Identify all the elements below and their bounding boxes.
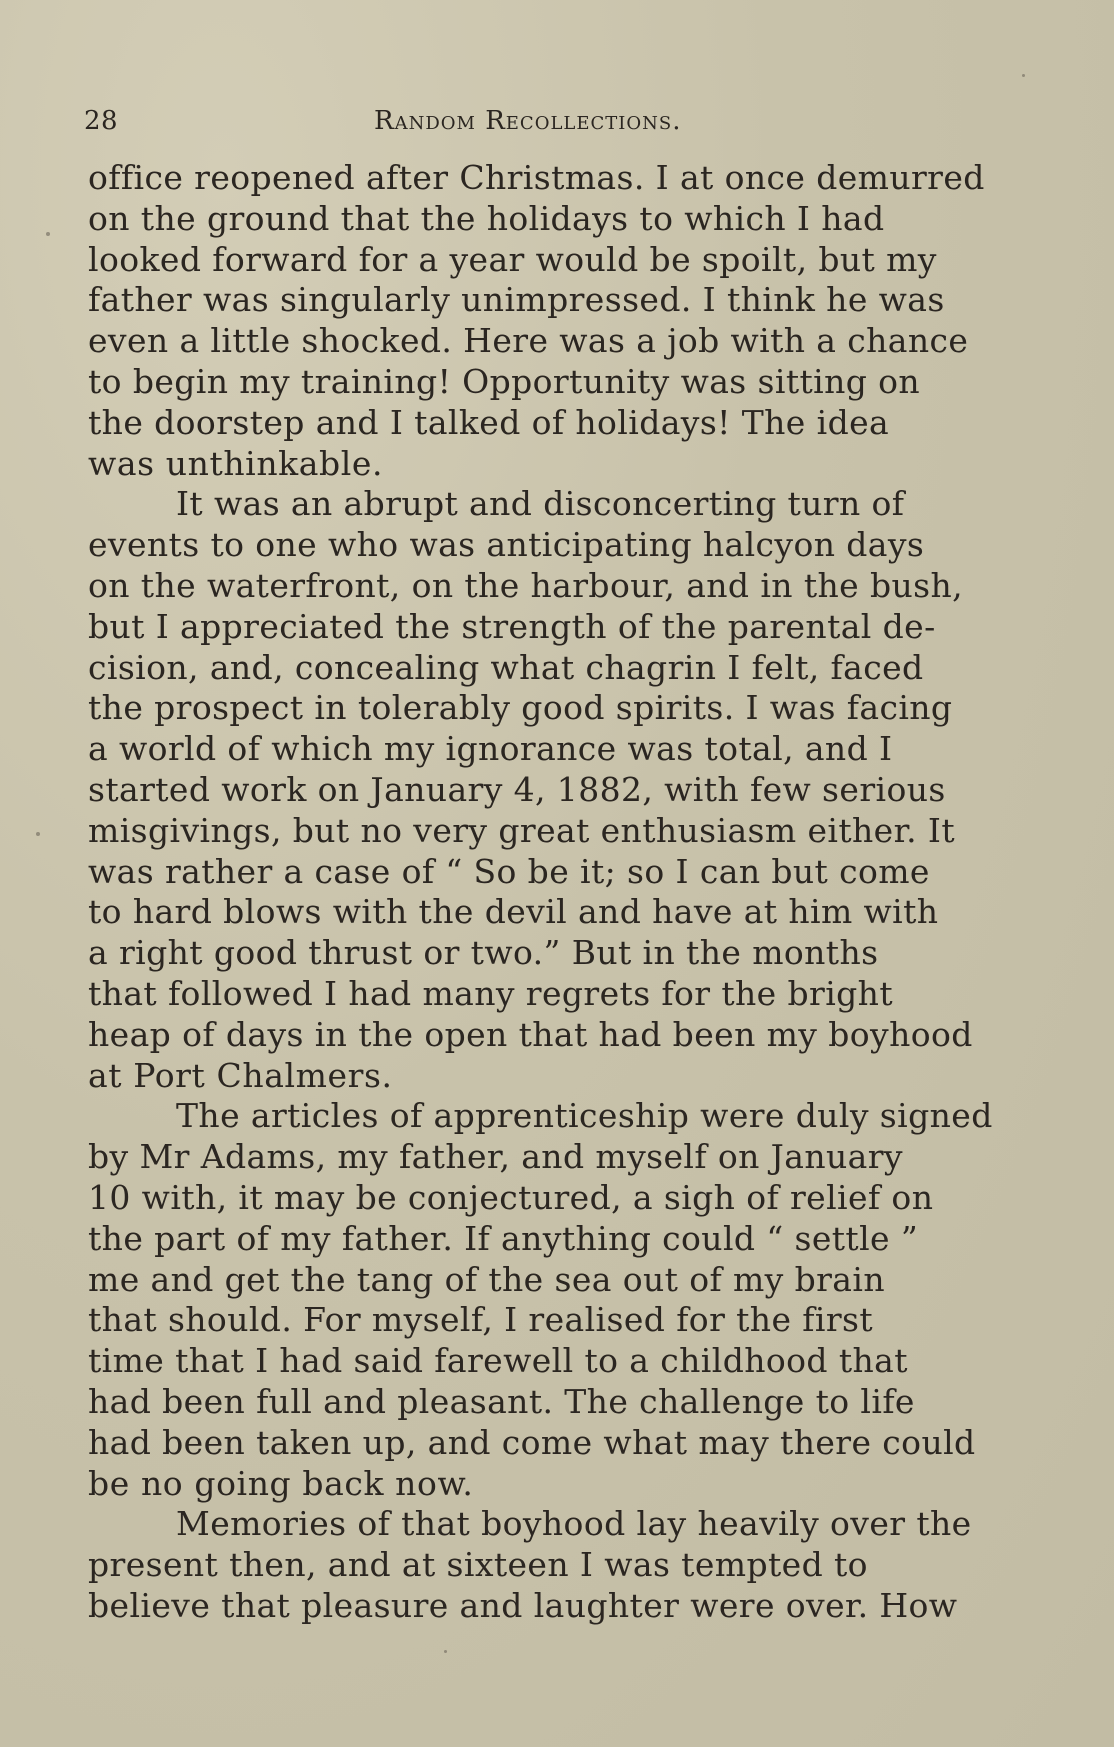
text-line: events to one who was anticipating halcyon days: [88, 525, 925, 565]
body-text: [88, 158, 1058, 1627]
text-line: had been taken up, and come what may there could: [88, 1422, 976, 1462]
text-line: heap of days in the open that had been my boyhood: [88, 1014, 973, 1054]
text-line: present then, and at sixteen I was tempted to: [88, 1545, 868, 1585]
text-line: a world of which my ignorance was total, and I: [88, 729, 893, 769]
paper-speck: [1022, 74, 1025, 77]
text-line: had been full and pleasant. The challenge to life: [88, 1381, 915, 1421]
text-line: cision, and, concealing what chagrin I felt, faced: [88, 647, 924, 687]
text-line: looked forward for a year would be spoilt, but my: [88, 239, 937, 279]
text-line: time that I had said farewell to a childhood that: [88, 1341, 908, 1381]
text-line: a right good thrust or two.” But in the months: [88, 933, 879, 973]
text-line: be no going back now.: [88, 1463, 474, 1503]
paragraph-start-line: It was an abrupt and disconcerting turn of: [176, 484, 905, 524]
text-line: that followed I had many regrets for the bright: [88, 973, 893, 1013]
text-line: the part of my father. If anything could “ settle ”: [88, 1218, 919, 1258]
text-line: misgivings, but no very great enthusiasm either. It: [88, 810, 956, 850]
text-line: was unthinkable.: [88, 443, 384, 483]
text-line: but I appreciated the strength of the parental de-: [88, 606, 936, 646]
paper-speck: [46, 232, 50, 236]
text-line: even a little shocked. Here was a job with a chance: [88, 321, 969, 361]
text-line: on the ground that the holidays to which I had: [88, 198, 885, 238]
text-line: office reopened after Christmas. I at once demurred: [88, 158, 985, 197]
text-line: by Mr Adams, my father, and myself on January: [88, 1137, 903, 1177]
text-line: me and get the tang of the sea out of my brain: [88, 1259, 885, 1299]
text-line: was rather a case of “ So be it; so I can but come: [88, 851, 930, 891]
text-line: at Port Chalmers.: [88, 1055, 393, 1095]
paper-speck: [444, 1650, 447, 1653]
running-title: Random Recollections.: [374, 106, 682, 136]
text-line: 10 with, it may be conjectured, a sigh of relief on: [88, 1177, 934, 1217]
page-header: [84, 100, 1054, 140]
text-line: on the waterfront, on the harbour, and in the bush,: [88, 565, 964, 605]
text-line: believe that pleasure and laughter were over. How: [88, 1585, 958, 1625]
paragraph-start-line: Memories of that boyhood lay heavily over the: [176, 1504, 972, 1544]
page-number: 28: [84, 106, 119, 136]
text-line: that should. For myself, I realised for the first: [88, 1300, 874, 1340]
paragraph-start-line: The articles of apprenticeship were duly signed: [176, 1096, 993, 1136]
text-line: the prospect in tolerably good spirits. I was facing: [88, 688, 953, 728]
text-line: the doorstep and I talked of holidays! The idea: [88, 402, 890, 442]
text-line: to hard blows with the devil and have at him with: [88, 892, 939, 932]
text-line: father was singularly unimpressed. I think he was: [88, 280, 945, 320]
text-line: to begin my training! Opportunity was sitting on: [88, 361, 921, 401]
text-line: started work on January 4, 1882, with few serious: [88, 769, 946, 809]
paper-speck: [36, 832, 40, 836]
